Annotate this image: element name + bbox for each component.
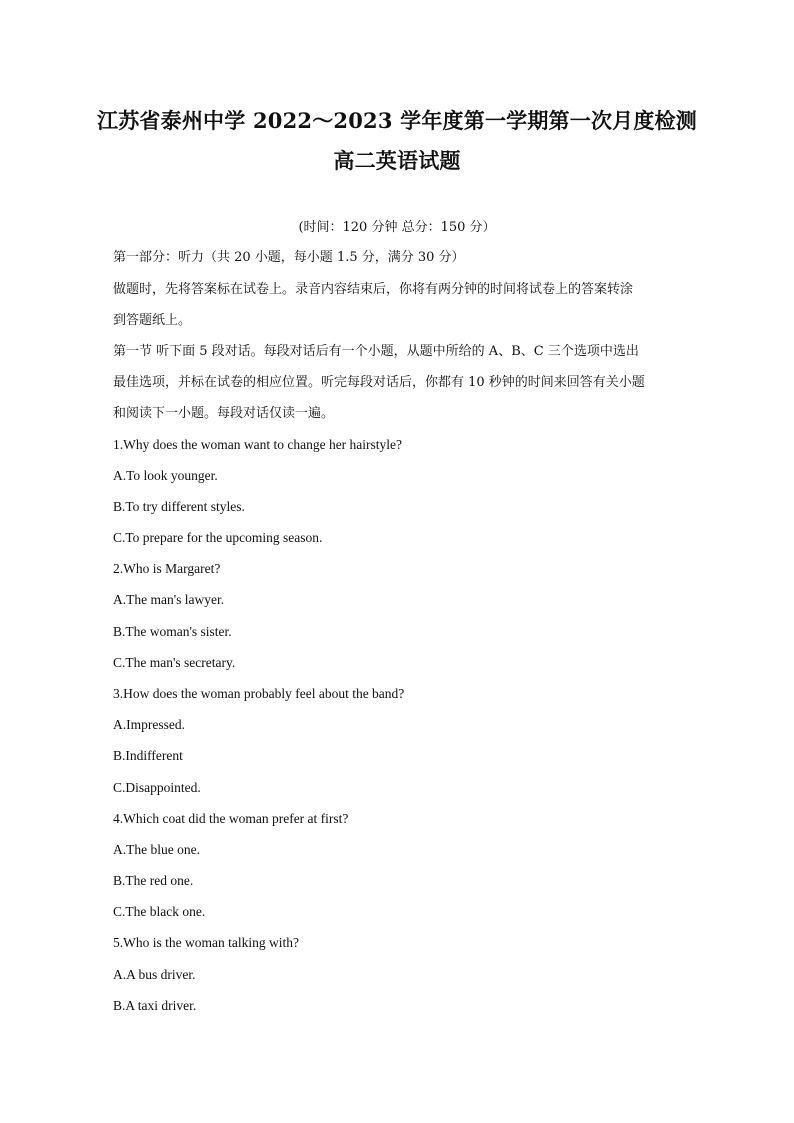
answer-option: C.To prepare for the upcoming season.	[113, 530, 323, 545]
exam-title: 江苏省泰州中学 2022～2023 学年度第一学期第一次月度检测	[97, 108, 697, 133]
answer-option: B.To try different styles.	[113, 499, 245, 514]
answer-option: A.Impressed.	[113, 717, 185, 732]
answer-option: A.To look younger.	[113, 468, 218, 483]
answer-option: B.The woman's sister.	[113, 624, 232, 639]
part-heading: 第一部分：听力（共 20 小题，每小题 1.5 分，满分 30 分）	[113, 250, 465, 265]
answer-option: C.The man's secretary.	[113, 655, 236, 670]
answer-option: B.Indifferent	[113, 748, 183, 763]
exam-subtitle: 高二英语试题	[333, 148, 461, 173]
subsection-line: 最佳选项，并标在试卷的相应位置。听完每段对话后，你都有 10 秒钟的时间来回答有关小题	[113, 375, 645, 390]
answer-option: A.A bus driver.	[113, 967, 196, 982]
answer-option: C.The black one.	[113, 904, 206, 919]
instruction-line: 做题时，先将答案标在试卷上。录音内容结束后，你将有两分钟的时间将试卷上的答案转涂	[113, 282, 634, 297]
instruction-line: 到答题纸上。	[113, 313, 192, 328]
answer-option: C.Disappointed.	[113, 780, 201, 795]
subsection-line: 和阅读下一小题。每段对话仅读一遍。	[113, 406, 335, 421]
answer-option: A.The man's lawyer.	[113, 592, 225, 607]
subsection-line: 第一节 听下面 5 段对话。每段对话后有一个小题，从题中所给的 A、B、C 三个选项中选出	[113, 344, 639, 359]
question-stem: 3.How does the woman probably feel about the band?	[113, 686, 405, 701]
answer-option: A.The blue one.	[113, 842, 200, 857]
question-stem: 5.Who is the woman talking with?	[113, 935, 299, 950]
question-stem: 4.Which coat did the woman prefer at first?	[113, 811, 349, 826]
exam-time-score: (时间：120 分钟 总分：150 分）	[298, 220, 496, 235]
answer-option: B.The red one.	[113, 873, 194, 888]
question-stem: 1.Why does the woman want to change her hairstyle?	[113, 437, 403, 452]
answer-option: B.A taxi driver.	[113, 998, 197, 1013]
question-stem: 2.Who is Margaret?	[113, 561, 221, 576]
